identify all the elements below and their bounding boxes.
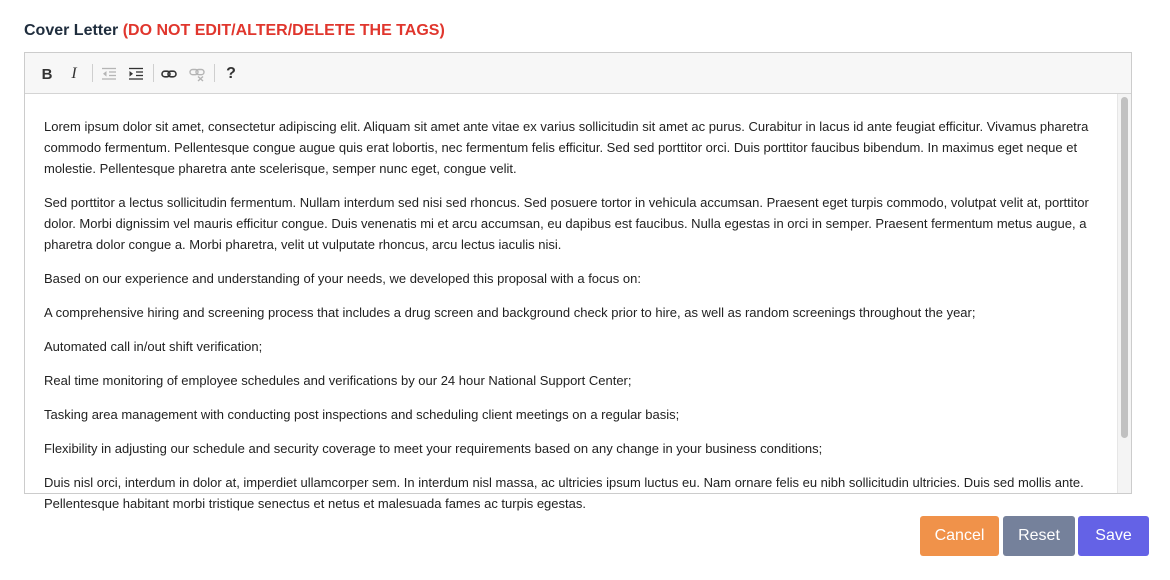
editor-paragraph: Automated call in/out shift verification; bbox=[44, 339, 263, 354]
editor-paragraph: Real time monitoring of employee schedules and verifications by our 24 hour National Support Center; bbox=[44, 373, 632, 388]
indent-icon bbox=[128, 66, 144, 82]
outdent-button[interactable] bbox=[98, 63, 120, 85]
unlink-icon bbox=[189, 66, 205, 82]
save-button[interactable]: Save bbox=[1078, 516, 1149, 556]
field-title: Cover Letter bbox=[24, 22, 119, 39]
editor-toolbar bbox=[25, 53, 1131, 94]
editor-paragraph: Flexibility in adjusting our schedule and security coverage to meet your requirements based on any change in your business conditions; bbox=[44, 441, 823, 456]
rich-text-editor bbox=[24, 52, 1132, 511]
link-icon bbox=[161, 66, 177, 82]
field-label bbox=[24, 22, 445, 40]
toolbar-divider bbox=[92, 64, 93, 82]
reset-button[interactable]: Reset bbox=[1003, 516, 1075, 556]
indent-button[interactable] bbox=[125, 63, 147, 85]
editor-paragraph: Tasking area management with conducting post inspections and scheduling client meetings on a regular basis; bbox=[44, 407, 680, 422]
italic-button[interactable] bbox=[63, 63, 85, 85]
editor-content[interactable] bbox=[25, 94, 1117, 511]
italic-icon: I bbox=[71, 65, 77, 82]
help-button[interactable] bbox=[220, 63, 242, 85]
editor-paragraph: Duis nisl orci, interdum in dolor at, imperdiet ullamcorper sem. In interdum nisl massa, ac ultricies ipsum luctus eu. Nam ornare felis eu nibh sollicitudin ultricies. Duis sed mollis ante. Pellentesque habitant morbi tristique senectus et netus et malesuada fames ac turpis egestas. bbox=[44, 475, 1084, 511]
bold-button[interactable] bbox=[36, 63, 58, 85]
unlink-button[interactable] bbox=[186, 63, 208, 85]
editor-paragraph: Based on our experience and understanding of your needs, we developed this proposal with a focus on: bbox=[44, 271, 641, 286]
toolbar-divider bbox=[153, 64, 154, 82]
toolbar-divider bbox=[214, 64, 215, 82]
editor-paragraph: Sed porttitor a lectus sollicitudin fermentum. Nullam interdum sed nisi sed rhoncus. Sed posuere tortor in vehicula accumsan. Praesent eget turpis commodo, volutpat velit at, porttitor dolor. Morbi dignissim vel mauris efficitur congue. Duis venenatis mi et arcu accumsan, eu dapibus est faucibus. Nulla egestas in orci in semper. Praesent fermentum metus augue, a pharetra dolor congue a. Morbi pharetra, velit ut vulputate rhoncus, arcu lectus iaculis nisi. bbox=[44, 195, 1089, 252]
editor-paragraph: Lorem ipsum dolor sit amet, consectetur adipiscing elit. Aliquam sit amet ante vitae ex varius sollicitudin sit amet ac purus. Curabitur in lacus id ante feugiat efficitur. Vivamus pharetra commodo fermentum. Pellentesque congue augue quis erat lobortis, nec fermentum felis efficitur. Sed sed porttitor orci. Duis porttitor faucibus bibendum. In maximus eget neque et molestie. Pellentesque pharetra ante scelerisque, semper nunc eget, congue velit. bbox=[44, 119, 1089, 176]
tags-warning: (DO NOT EDIT/ALTER/DELETE THE TAGS) bbox=[122, 22, 445, 39]
editor-scrollbar[interactable] bbox=[1117, 94, 1131, 493]
scrollbar-thumb[interactable] bbox=[1121, 97, 1128, 438]
help-icon: ? bbox=[226, 65, 236, 82]
link-button[interactable] bbox=[158, 63, 180, 85]
cancel-button[interactable]: Cancel bbox=[920, 516, 999, 556]
editor-paragraph: A comprehensive hiring and screening process that includes a drug screen and background check prior to hire, as well as random screenings throughout the year; bbox=[44, 305, 976, 320]
outdent-icon bbox=[101, 66, 117, 82]
bold-icon: B bbox=[41, 65, 53, 83]
